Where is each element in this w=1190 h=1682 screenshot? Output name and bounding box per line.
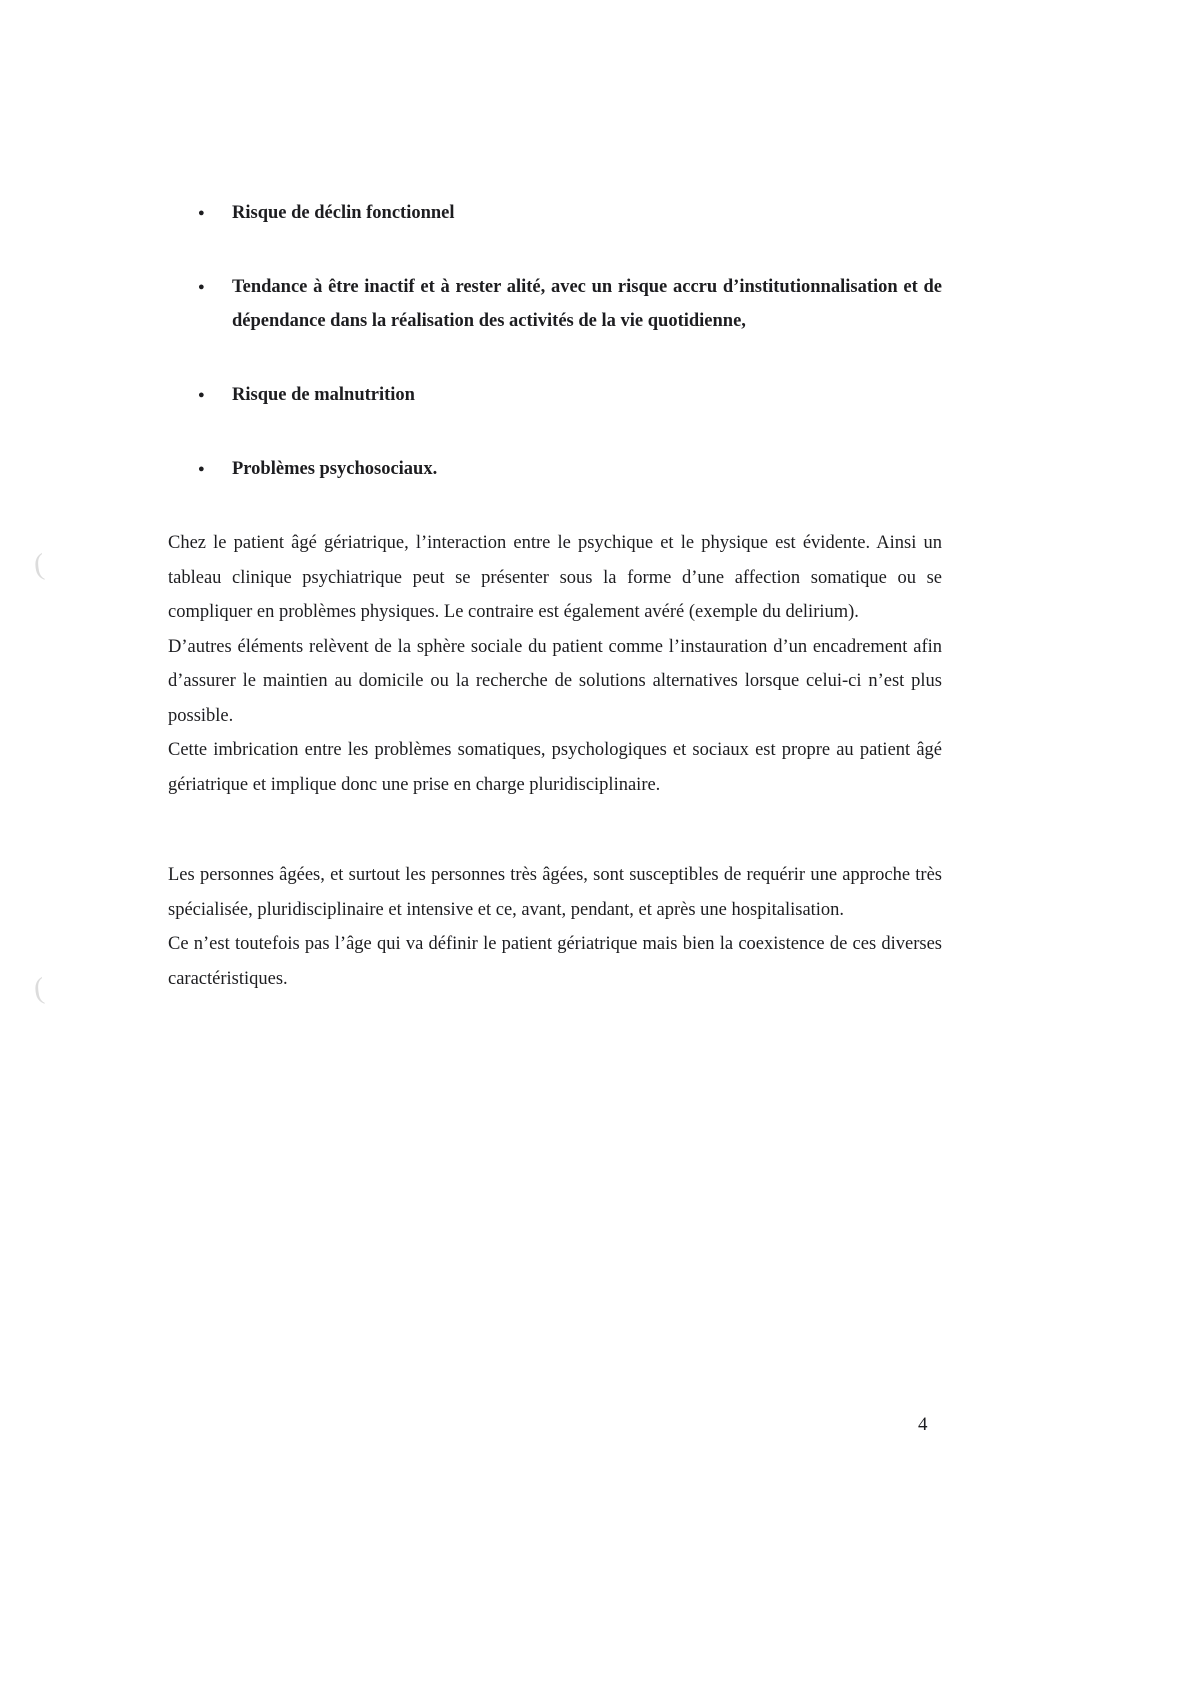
- bullet-text: Tendance à être inactif et à rester alité, avec un risque accru d’institutionnalisation et de dépendance dans la réalisation des activités de la vie quotidienne,: [232, 277, 942, 331]
- body-paragraph: Les personnes âgées, et surtout les personnes très âgées, sont susceptibles de requérir une approche très spécialisée, pluridisciplinaire et intensive et ce, avant, pendant, et après une hospitalisation.: [168, 865, 942, 920]
- list-item: [168, 270, 942, 338]
- bullet-icon: ●: [198, 281, 205, 293]
- bullet-list: [168, 196, 942, 486]
- list-item: [168, 196, 942, 230]
- body-paragraph: Cette imbrication entre les problèmes somatiques, psychologiques et sociaux est propre au patient âgé gériatrique et implique donc une prise en charge pluridisciplinaire.: [168, 740, 942, 795]
- bullet-icon: ●: [198, 207, 205, 219]
- body-paragraph: Ce n’est toutefois pas l’âge qui va définir le patient gériatrique mais bien la coexistence de ces diverses caractéristiques.: [168, 934, 942, 989]
- body-paragraph: D’autres éléments relèvent de la sphère sociale du patient comme l’instauration d’un encadrement afin d’assurer le maintien au domicile ou la recherche de solutions alternatives lorsque celui-ci n’est plus possible.: [168, 636, 942, 726]
- bullet-icon: ●: [198, 389, 205, 401]
- scan-artifact: (: [32, 971, 46, 1006]
- bullet-text: Problèmes psychosociaux.: [232, 459, 438, 479]
- body-paragraph: Chez le patient âgé gériatrique, l’interaction entre le psychique et le physique est évidente. Ainsi un tableau clinique psychiatrique peut se présenter sous la forme d’une affection somatique ou se compliquer en problèmes physiques. Le contraire est également avéré (exemple du delirium).: [168, 533, 942, 622]
- list-item: [168, 378, 942, 412]
- bullet-text: Risque de déclin fonctionnel: [232, 203, 455, 223]
- list-item: [168, 452, 942, 486]
- scan-artifact: (: [32, 547, 46, 582]
- bullet-text: Risque de malnutrition: [232, 385, 415, 405]
- page-content: [168, 196, 942, 996]
- bullet-icon: ●: [198, 463, 205, 475]
- page-number: 4: [918, 1414, 928, 1435]
- paragraph-group: [168, 526, 942, 802]
- paragraph-group: [168, 858, 942, 996]
